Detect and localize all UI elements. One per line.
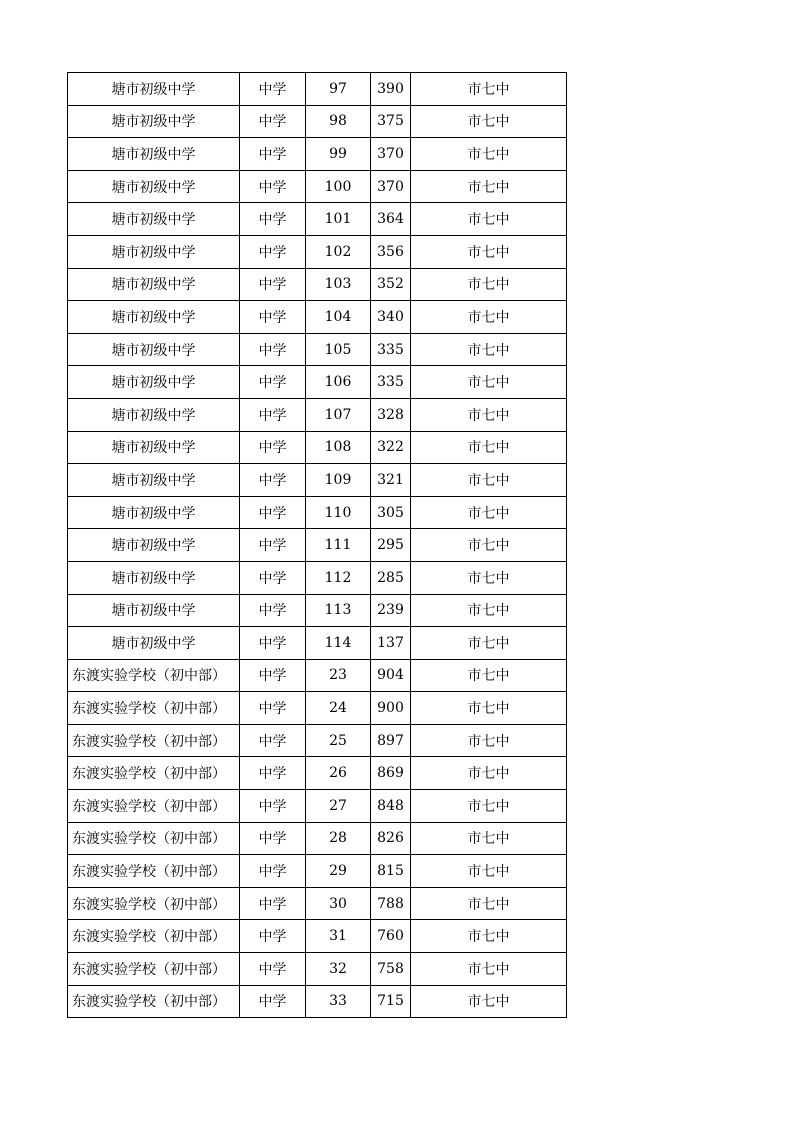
type-cell: 中学 bbox=[240, 268, 306, 301]
target-school-cell: 市七中 bbox=[411, 73, 567, 106]
score-cell: 335 bbox=[371, 366, 411, 399]
school-cell: 塘市初级中学 bbox=[68, 203, 240, 236]
table-row bbox=[68, 692, 567, 725]
target-school-cell: 市七中 bbox=[411, 496, 567, 529]
target-school-cell: 市七中 bbox=[411, 529, 567, 562]
table-row bbox=[68, 887, 567, 920]
school-cell: 东渡实验学校（初中部） bbox=[68, 855, 240, 888]
type-cell: 中学 bbox=[240, 105, 306, 138]
type-cell: 中学 bbox=[240, 464, 306, 497]
number-cell: 97 bbox=[306, 73, 371, 106]
target-school-cell: 市七中 bbox=[411, 692, 567, 725]
school-cell: 塘市初级中学 bbox=[68, 464, 240, 497]
score-cell: 900 bbox=[371, 692, 411, 725]
number-cell: 114 bbox=[306, 627, 371, 660]
table-row bbox=[68, 398, 567, 431]
table-row bbox=[68, 268, 567, 301]
number-cell: 23 bbox=[306, 659, 371, 692]
score-cell: 370 bbox=[371, 170, 411, 203]
number-cell: 104 bbox=[306, 301, 371, 334]
score-cell: 390 bbox=[371, 73, 411, 106]
school-cell: 东渡实验学校（初中部） bbox=[68, 757, 240, 790]
data-table bbox=[67, 72, 567, 1018]
table-row bbox=[68, 790, 567, 823]
score-cell: 848 bbox=[371, 790, 411, 823]
table-row bbox=[68, 235, 567, 268]
type-cell: 中学 bbox=[240, 496, 306, 529]
table-row bbox=[68, 659, 567, 692]
score-cell: 321 bbox=[371, 464, 411, 497]
school-cell: 东渡实验学校（初中部） bbox=[68, 985, 240, 1018]
number-cell: 27 bbox=[306, 790, 371, 823]
type-cell: 中学 bbox=[240, 887, 306, 920]
school-cell: 塘市初级中学 bbox=[68, 431, 240, 464]
target-school-cell: 市七中 bbox=[411, 627, 567, 660]
score-cell: 364 bbox=[371, 203, 411, 236]
score-cell: 904 bbox=[371, 659, 411, 692]
type-cell: 中学 bbox=[240, 235, 306, 268]
type-cell: 中学 bbox=[240, 203, 306, 236]
type-cell: 中学 bbox=[240, 724, 306, 757]
score-cell: 305 bbox=[371, 496, 411, 529]
table-row bbox=[68, 855, 567, 888]
number-cell: 107 bbox=[306, 398, 371, 431]
school-cell: 东渡实验学校（初中部） bbox=[68, 659, 240, 692]
target-school-cell: 市七中 bbox=[411, 235, 567, 268]
score-cell: 295 bbox=[371, 529, 411, 562]
score-cell: 370 bbox=[371, 138, 411, 171]
type-cell: 中学 bbox=[240, 333, 306, 366]
table-row bbox=[68, 431, 567, 464]
target-school-cell: 市七中 bbox=[411, 301, 567, 334]
score-cell: 352 bbox=[371, 268, 411, 301]
table-row bbox=[68, 724, 567, 757]
table-row bbox=[68, 953, 567, 986]
school-cell: 东渡实验学校（初中部） bbox=[68, 822, 240, 855]
school-cell: 塘市初级中学 bbox=[68, 594, 240, 627]
target-school-cell: 市七中 bbox=[411, 953, 567, 986]
number-cell: 26 bbox=[306, 757, 371, 790]
target-school-cell: 市七中 bbox=[411, 985, 567, 1018]
type-cell: 中学 bbox=[240, 594, 306, 627]
number-cell: 28 bbox=[306, 822, 371, 855]
school-cell: 塘市初级中学 bbox=[68, 561, 240, 594]
type-cell: 中学 bbox=[240, 73, 306, 106]
table-row bbox=[68, 73, 567, 106]
target-school-cell: 市七中 bbox=[411, 203, 567, 236]
target-school-cell: 市七中 bbox=[411, 431, 567, 464]
type-cell: 中学 bbox=[240, 431, 306, 464]
number-cell: 99 bbox=[306, 138, 371, 171]
number-cell: 31 bbox=[306, 920, 371, 953]
school-cell: 东渡实验学校（初中部） bbox=[68, 790, 240, 823]
type-cell: 中学 bbox=[240, 659, 306, 692]
type-cell: 中学 bbox=[240, 920, 306, 953]
school-cell: 塘市初级中学 bbox=[68, 496, 240, 529]
score-cell: 322 bbox=[371, 431, 411, 464]
table-body bbox=[68, 73, 567, 1018]
score-cell: 826 bbox=[371, 822, 411, 855]
table-row bbox=[68, 529, 567, 562]
table-row bbox=[68, 757, 567, 790]
type-cell: 中学 bbox=[240, 627, 306, 660]
target-school-cell: 市七中 bbox=[411, 790, 567, 823]
number-cell: 101 bbox=[306, 203, 371, 236]
type-cell: 中学 bbox=[240, 855, 306, 888]
school-cell: 塘市初级中学 bbox=[68, 268, 240, 301]
school-cell: 塘市初级中学 bbox=[68, 170, 240, 203]
score-cell: 715 bbox=[371, 985, 411, 1018]
number-cell: 32 bbox=[306, 953, 371, 986]
target-school-cell: 市七中 bbox=[411, 105, 567, 138]
target-school-cell: 市七中 bbox=[411, 464, 567, 497]
number-cell: 105 bbox=[306, 333, 371, 366]
number-cell: 29 bbox=[306, 855, 371, 888]
type-cell: 中学 bbox=[240, 790, 306, 823]
school-cell: 塘市初级中学 bbox=[68, 333, 240, 366]
table-row bbox=[68, 594, 567, 627]
score-cell: 239 bbox=[371, 594, 411, 627]
school-cell: 塘市初级中学 bbox=[68, 398, 240, 431]
school-cell: 塘市初级中学 bbox=[68, 105, 240, 138]
target-school-cell: 市七中 bbox=[411, 594, 567, 627]
table-row bbox=[68, 366, 567, 399]
number-cell: 30 bbox=[306, 887, 371, 920]
score-cell: 760 bbox=[371, 920, 411, 953]
type-cell: 中学 bbox=[240, 953, 306, 986]
target-school-cell: 市七中 bbox=[411, 398, 567, 431]
number-cell: 113 bbox=[306, 594, 371, 627]
type-cell: 中学 bbox=[240, 561, 306, 594]
target-school-cell: 市七中 bbox=[411, 170, 567, 203]
score-cell: 375 bbox=[371, 105, 411, 138]
table-row bbox=[68, 170, 567, 203]
school-cell: 塘市初级中学 bbox=[68, 627, 240, 660]
score-cell: 328 bbox=[371, 398, 411, 431]
school-cell: 东渡实验学校（初中部） bbox=[68, 953, 240, 986]
school-cell: 塘市初级中学 bbox=[68, 301, 240, 334]
number-cell: 100 bbox=[306, 170, 371, 203]
school-cell: 塘市初级中学 bbox=[68, 138, 240, 171]
target-school-cell: 市七中 bbox=[411, 724, 567, 757]
target-school-cell: 市七中 bbox=[411, 659, 567, 692]
number-cell: 102 bbox=[306, 235, 371, 268]
score-cell: 356 bbox=[371, 235, 411, 268]
type-cell: 中学 bbox=[240, 366, 306, 399]
table-row bbox=[68, 822, 567, 855]
number-cell: 110 bbox=[306, 496, 371, 529]
number-cell: 112 bbox=[306, 561, 371, 594]
score-cell: 815 bbox=[371, 855, 411, 888]
number-cell: 24 bbox=[306, 692, 371, 725]
target-school-cell: 市七中 bbox=[411, 757, 567, 790]
table-row bbox=[68, 985, 567, 1018]
type-cell: 中学 bbox=[240, 985, 306, 1018]
score-cell: 788 bbox=[371, 887, 411, 920]
type-cell: 中学 bbox=[240, 301, 306, 334]
number-cell: 109 bbox=[306, 464, 371, 497]
number-cell: 25 bbox=[306, 724, 371, 757]
school-cell: 塘市初级中学 bbox=[68, 366, 240, 399]
target-school-cell: 市七中 bbox=[411, 333, 567, 366]
score-cell: 758 bbox=[371, 953, 411, 986]
score-cell: 137 bbox=[371, 627, 411, 660]
school-cell: 东渡实验学校（初中部） bbox=[68, 724, 240, 757]
target-school-cell: 市七中 bbox=[411, 855, 567, 888]
score-cell: 285 bbox=[371, 561, 411, 594]
target-school-cell: 市七中 bbox=[411, 887, 567, 920]
type-cell: 中学 bbox=[240, 757, 306, 790]
target-school-cell: 市七中 bbox=[411, 268, 567, 301]
table-row bbox=[68, 105, 567, 138]
school-cell: 东渡实验学校（初中部） bbox=[68, 692, 240, 725]
table-row bbox=[68, 496, 567, 529]
school-cell: 塘市初级中学 bbox=[68, 529, 240, 562]
school-cell: 塘市初级中学 bbox=[68, 235, 240, 268]
table-row bbox=[68, 561, 567, 594]
target-school-cell: 市七中 bbox=[411, 366, 567, 399]
table-row bbox=[68, 920, 567, 953]
target-school-cell: 市七中 bbox=[411, 561, 567, 594]
school-cell: 塘市初级中学 bbox=[68, 73, 240, 106]
score-cell: 869 bbox=[371, 757, 411, 790]
type-cell: 中学 bbox=[240, 138, 306, 171]
table-row bbox=[68, 464, 567, 497]
table-row bbox=[68, 301, 567, 334]
type-cell: 中学 bbox=[240, 170, 306, 203]
number-cell: 108 bbox=[306, 431, 371, 464]
score-cell: 340 bbox=[371, 301, 411, 334]
type-cell: 中学 bbox=[240, 692, 306, 725]
target-school-cell: 市七中 bbox=[411, 822, 567, 855]
type-cell: 中学 bbox=[240, 529, 306, 562]
number-cell: 106 bbox=[306, 366, 371, 399]
number-cell: 103 bbox=[306, 268, 371, 301]
number-cell: 98 bbox=[306, 105, 371, 138]
school-cell: 东渡实验学校（初中部） bbox=[68, 887, 240, 920]
number-cell: 33 bbox=[306, 985, 371, 1018]
table-row bbox=[68, 138, 567, 171]
table-row bbox=[68, 333, 567, 366]
target-school-cell: 市七中 bbox=[411, 920, 567, 953]
table-row bbox=[68, 203, 567, 236]
target-school-cell: 市七中 bbox=[411, 138, 567, 171]
school-cell: 东渡实验学校（初中部） bbox=[68, 920, 240, 953]
type-cell: 中学 bbox=[240, 822, 306, 855]
table-row bbox=[68, 627, 567, 660]
type-cell: 中学 bbox=[240, 398, 306, 431]
score-cell: 897 bbox=[371, 724, 411, 757]
number-cell: 111 bbox=[306, 529, 371, 562]
score-cell: 335 bbox=[371, 333, 411, 366]
